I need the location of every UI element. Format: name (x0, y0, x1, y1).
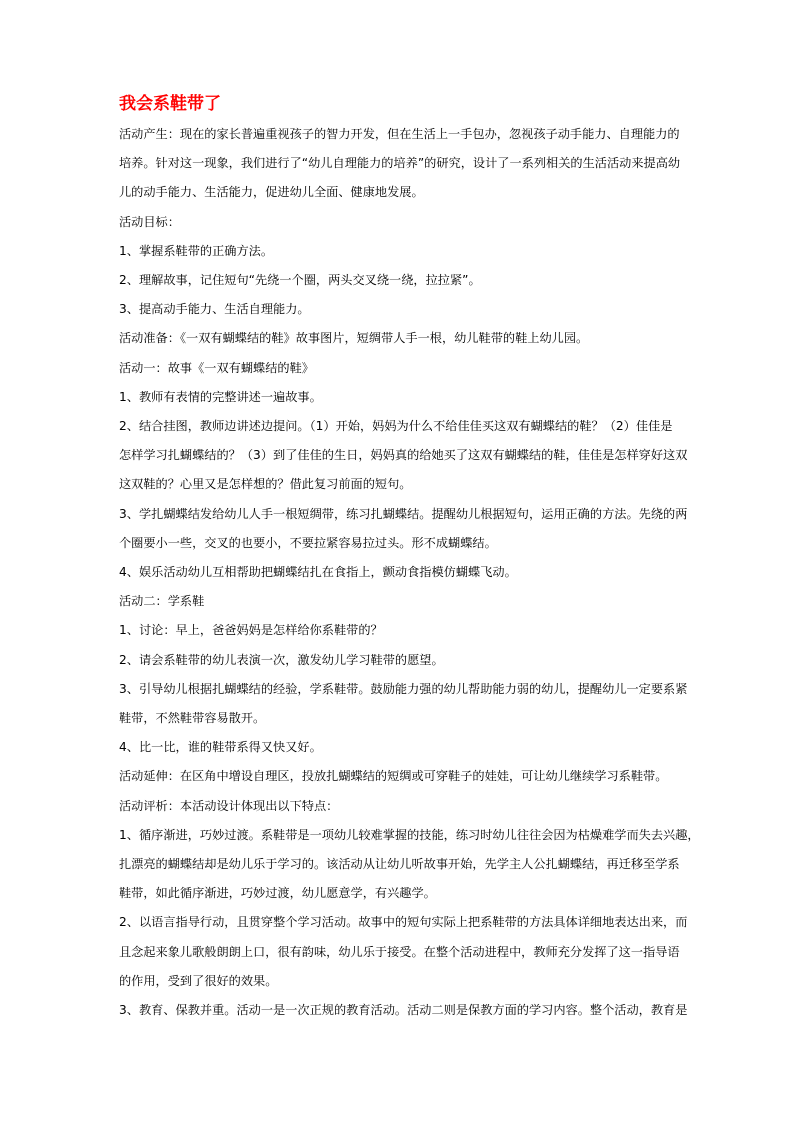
text-line: 2、以语言指导行动，且贯穿整个学习活动。故事中的短句实际上把系鞋带的方法具体详细地表达出来，而 (119, 915, 688, 930)
text-line: 4、娱乐活动幼儿互相帮助把蝴蝶结扎在食指上，颤动食指模仿蝴蝶飞动。 (119, 565, 517, 580)
text-line: 怎样学习扎蝴蝶结的？（3）到了佳佳的生日，妈妈真的给她买了这双有蝴蝶结的鞋，佳佳是怎样穿好这双 (119, 448, 688, 463)
text-line: 3、学扎蝴蝶结发给幼儿人手一根短绸带，练习扎蝴蝶结。提醒幼儿根据短句，运用正确的方法。先绕的两 (119, 506, 688, 521)
text-line: 活动产生：现在的家长普遍重视孩子的智力开发，但在生活上一手包办，忽视孩子动手能力、自理能力的 (119, 127, 680, 141)
section-heading: 活动评析：本活动设计体现出以下特点： (119, 798, 339, 813)
text-line: 扎漂亮的蝴蝶结却是幼儿乐于学习的。该活动从让幼儿听故事开始，先学主人公扎蝴蝶结，再迁移至学系 (119, 857, 680, 872)
text-line: 个圈要小一些，交叉的也要小，不要拉紧容易拉过头。形不成蝴蝶结。 (119, 535, 497, 550)
text-line: 1、循序渐进，巧妙过渡。系鞋带是一项幼儿较难掌握的技能，练习时幼儿往往会因为枯燥难学而失去兴趣， (119, 827, 700, 842)
text-line: 活动延伸：在区角中增设自理区，投放扎蝴蝶结的短绸或可穿鞋子的娃娃，可让幼儿继续学习系鞋带。 (119, 769, 668, 784)
section-heading: 活动目标： (119, 214, 180, 229)
page-title: 我会系鞋带了 (119, 94, 221, 114)
text-line: 3、教育、保教并重。活动一是一次正规的教育活动。活动二则是保教方面的学习内容。整个活动，教育是 (119, 1003, 688, 1018)
text-line: 且念起来象儿歌般朗朗上口，很有韵味，幼儿乐于接受。在整个活动进程中，教师充分发挥了这一指导语 (119, 944, 680, 959)
text-line: 3、引导幼儿根据扎蝴蝶结的经验，学系鞋带。鼓励能力强的幼儿帮助能力弱的幼儿，提醒幼儿一定要系紧 (119, 681, 688, 696)
text-line: 鞋带，不然鞋带容易散开。 (119, 711, 266, 726)
text-line: 2、结合挂图，教师边讲述边提问。（1）开始，妈妈为什么不给佳佳买这双有蝴蝶结的鞋？（2）佳佳是 (119, 419, 673, 434)
text-line: 1、教师有表情的完整讲述一遍故事。 (119, 389, 322, 404)
text-line: 儿的动手能力、生活能力，促进幼儿全面、健康地发展。 (119, 185, 424, 200)
text-line: 2、理解故事，记住短句“先绕一个圈，两头交叉绕一绕，拉拉紧”。 (119, 273, 481, 288)
text-line: 1、掌握系鞋带的正确方法。 (119, 243, 274, 258)
text-line: 活动准备：《一双有蝴蝶结的鞋》故事图片，短绸带人手一根，幼儿鞋带的鞋上幼儿园。 (119, 331, 589, 346)
text-line: 1、讨论：早上，爸爸妈妈是怎样给你系鞋带的？ (119, 623, 383, 638)
text-line: 2、请会系鞋带的幼儿表演一次，激发幼儿学习鞋带的愿望。 (119, 652, 444, 667)
text-line: 4、比一比，谁的鞋带系得又快又好。 (119, 740, 322, 755)
text-line: 的作用，受到了很好的效果。 (119, 973, 278, 988)
section-heading: 活动一：故事《一双有蝴蝶结的鞋》 (119, 360, 314, 375)
text-line: 鞋带，如此循序渐进，巧妙过渡，幼儿愿意学，有兴趣学。 (119, 886, 436, 901)
section-heading: 活动二：学系鞋 (119, 594, 205, 609)
text-line: 培养。针对这一现象，我们进行了“幼儿自理能力的培养”的研究，设计了一系列相关的生活活动来提高幼 (119, 156, 681, 171)
text-line: 3、提高动手能力、生活自理能力。 (119, 302, 310, 317)
text-line: 这双鞋的？心里又是怎样想的？借此复习前面的短句。 (119, 477, 412, 492)
document-body (119, 120, 700, 1025)
